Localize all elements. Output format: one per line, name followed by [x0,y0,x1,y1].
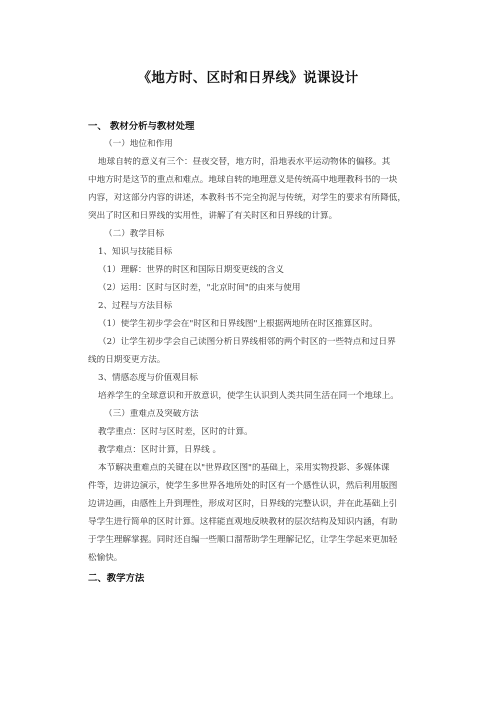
teaching-difficulty: 教学难点：区时计算，日界线 。 [98,445,222,455]
paragraph-line: 于学生理解掌握。同时还自编一些顺口溜帮助学生理解记忆，让学生学起来更加轻 [88,535,398,545]
paragraph-line: 导学生进行简单的区时计算。这样能直观地反映教材的层次结构及知识内涵，有助 [88,517,398,527]
subsection-heading-position: （一）地位和作用 [104,139,173,149]
paragraph-line: 地球自转的意义有三个：昼夜交替，地方时，沿地表水平运动物体的偏移。其 [98,157,391,167]
goal-heading-process: 2、过程与方法目标 [98,301,173,311]
goal-item-continued: 线的日期变更方法。 [88,355,166,365]
goal-heading-knowledge: 1、知识与技能目标 [98,247,173,257]
document-title: 《地方时、区时和日界线》说课设计 [137,70,359,86]
section-heading-2: 二、教学方法 [88,573,145,584]
paragraph-line: 中地方时是这节的重点和难点。地球自转的地理意义是传统高中地理教科书的一块 [88,175,398,185]
goal-item: 培养学生的全球意识和开放意识，使学生认识到人类共同生活在同一个地球上。 [98,391,399,401]
paragraph-line: 内容，对这部分内容的讲述，本教科书不完全拘泥与传统，对学生的要求有所降低， [88,193,406,203]
paragraph-line: 本节解决重难点的关键在以"世界政区图"的基础上，采用实物投影、多媒体课 [98,463,390,473]
paragraph-line: 件等，边讲边演示，使学生多世界各地所处的时区有一个感性认识，然后利用版图 [88,481,398,491]
teaching-key-point: 教学重点：区时与区时差，区时的计算。 [98,427,253,437]
paragraph-line: 松愉快。 [88,553,123,563]
subsection-heading-keypoints: （三）重难点及突破方法 [104,409,199,419]
goal-item: （2）让学生初步学会自己读图分析日界线相邻的两个时区的一些特点和过日界 [98,337,396,347]
goal-item: （1）使学生初步学会在"时区和日界线图"上根据两地所在时区推算区时。 [98,319,378,329]
paragraph-line: 边讲边画，由感性上升到理性，形成对区时，日界线的完整认识，并在此基础上引 [88,499,398,509]
subsection-heading-goals: （二）教学目标 [104,229,165,239]
paragraph-line: 突出了时区和日界线的实用性，讲解了有关时区和日界线的计算。 [88,211,338,221]
section-heading-1: 一、 教材分析与教材处理 [88,121,195,132]
goal-heading-attitude: 3、情感态度与价值观目标 [98,373,198,383]
goal-item: （2）运用：区时与区时差，"北京时间"的由来与使用 [98,283,301,293]
goal-item: （1）理解：世界的时区和国际日期变更线的含义 [98,265,284,275]
